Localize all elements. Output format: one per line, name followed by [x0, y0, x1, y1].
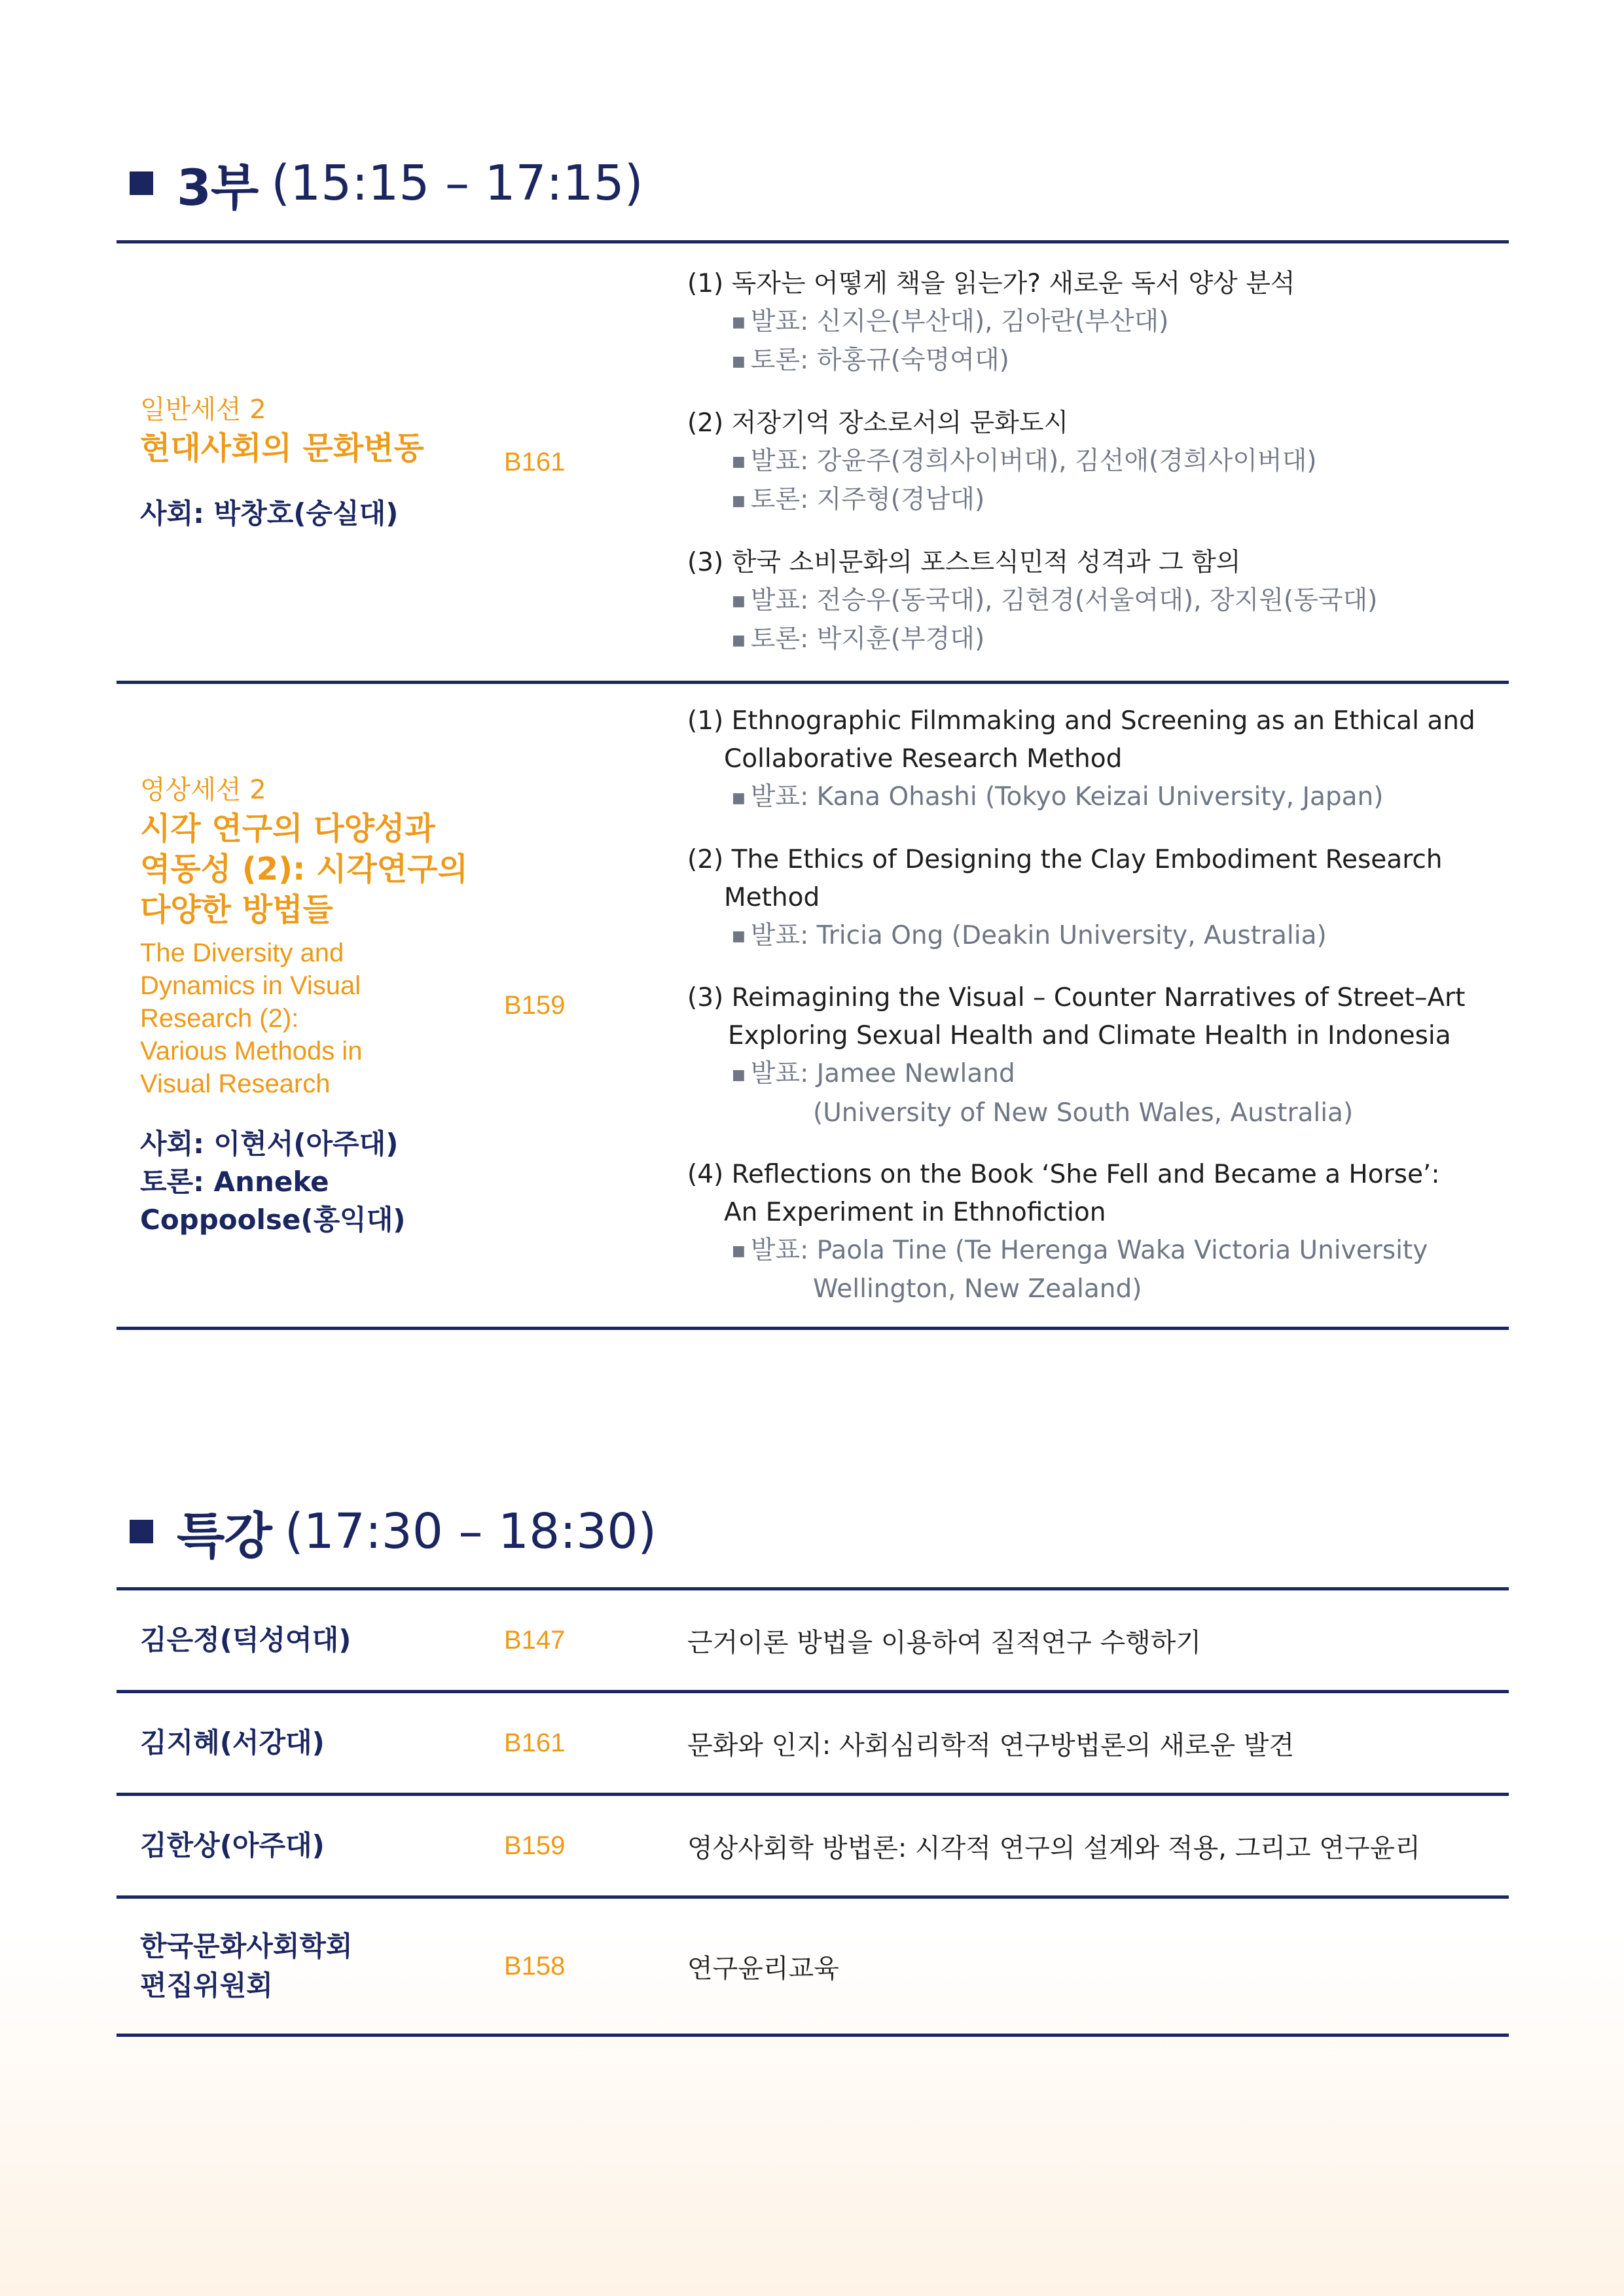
bullet-icon: ■ — [732, 593, 746, 609]
item-title-line: (1) Ethnographic Filmmaking and Screening as an Ethical and — [687, 706, 1475, 736]
item-title-line: Method — [724, 882, 820, 912]
table-row — [117, 1590, 1509, 1690]
lecturer-name: 김지혜(서강대) — [140, 1727, 325, 1759]
list-item — [687, 702, 1509, 817]
presenters-text: 발표: 전승우(동국대), 김현경(서울여대), 장지원(동국대) — [750, 585, 1378, 615]
session-info — [117, 772, 504, 1239]
bullet-icon: ■ — [732, 353, 746, 370]
item-title-line: (4) Reflections on the Book ‘She Fell and Became a Horse’: — [687, 1159, 1440, 1189]
session-title-en-line: Research (2): — [140, 1004, 299, 1033]
item-presenters — [687, 303, 1509, 342]
list-item — [687, 979, 1509, 1132]
item-title-line: Collaborative Research Method — [724, 744, 1123, 774]
session-title-line: 다양한 방법들 — [140, 891, 333, 928]
part3-heading — [117, 144, 1509, 223]
table-row — [117, 1899, 1509, 2034]
item-presenters — [687, 778, 1509, 817]
lecturer-name: 김한상(아주대) — [140, 1829, 325, 1861]
session-category: 일반세션 2 — [140, 395, 266, 425]
lecturer-name — [117, 1927, 504, 2005]
item-discussant — [687, 342, 1509, 381]
session-row-general-2 — [117, 243, 1509, 681]
lecture-topic: 문화와 인지: 사회심리학적 연구방법론의 새로운 발견 — [687, 1730, 1295, 1761]
item-discussant — [687, 481, 1509, 520]
lecture-time: (17:30 – 18:30) — [284, 1503, 657, 1560]
session-info — [117, 391, 504, 533]
session-title-en-line: The Diversity and — [140, 939, 344, 967]
table-row — [117, 1796, 1509, 1895]
part3-title: 3부 — [177, 158, 259, 217]
list-item — [687, 265, 1509, 381]
item-title: (3) 한국 소비문화의 포스트식민적 성격과 그 함의 — [687, 547, 1241, 577]
list-item — [687, 404, 1509, 520]
item-presenters — [687, 1232, 1509, 1309]
item-discussant — [687, 620, 1509, 660]
square-bullet-icon — [130, 171, 153, 195]
session-title-en-line: Dynamics in Visual — [140, 971, 361, 1000]
session-chair: 사회: 이현서(아주대) — [140, 1128, 399, 1160]
lecture-room: B158 — [504, 1951, 566, 1981]
presenters-text: (University of New South Wales, Australia) — [813, 1098, 1354, 1128]
presenters-text: 발표: Paola Tine (Te Herenga Waka Victoria University — [750, 1235, 1428, 1265]
presenters-text: 발표: Tricia Ong (Deakin University, Australia) — [750, 920, 1327, 950]
session-room: B159 — [504, 990, 566, 1020]
item-title-line: An Experiment in Ethnofiction — [724, 1197, 1106, 1227]
item-title — [687, 841, 1509, 917]
table-row — [117, 1693, 1509, 1793]
session-items — [687, 265, 1509, 660]
session-room: B161 — [504, 447, 566, 476]
presenters-text: 발표: Jamee Newland — [750, 1059, 1015, 1088]
lecture-room: B159 — [504, 1831, 566, 1860]
session-row-visual-2 — [117, 684, 1509, 1327]
square-bullet-icon — [130, 1520, 153, 1543]
bullet-icon: ■ — [732, 928, 746, 944]
session-chair: 사회: 박창호(숭실대) — [140, 497, 399, 529]
session-title-line: 역동성 (2): 시각연구의 — [140, 851, 468, 888]
part3-time: (15:15 – 17:15) — [271, 155, 643, 211]
part3-section — [117, 144, 1509, 1330]
lecture-heading — [117, 1492, 1509, 1571]
item-title-line: (3) Reimagining the Visual – Counter Narratives of Street–Art — [687, 983, 1466, 1013]
presenters-text: 발표: 강윤주(경희사이버대), 김선애(경희사이버대) — [750, 446, 1317, 476]
presenters-text: 발표: Kana Ohashi (Tokyo Keizai University, Japan) — [750, 782, 1384, 812]
list-item — [687, 544, 1509, 660]
discussant-text: 토론: 하홍규(숙명여대) — [750, 346, 1009, 375]
lecture-room: B161 — [504, 1728, 566, 1757]
bullet-icon: ■ — [732, 314, 746, 331]
bullet-icon: ■ — [732, 1066, 746, 1083]
list-item — [687, 1156, 1509, 1309]
lecture-section — [117, 1492, 1509, 2037]
item-title — [687, 1156, 1509, 1232]
item-title-line: (2) The Ethics of Designing the Clay Embodiment Research — [687, 844, 1443, 874]
session-items — [687, 702, 1509, 1308]
lecture-topic: 근거이론 방법을 이용하여 질적연구 수행하기 — [687, 1627, 1202, 1658]
bullet-icon: ■ — [732, 454, 746, 470]
bullet-icon: ■ — [732, 492, 746, 509]
divider — [117, 2034, 1509, 2037]
session-title-line: 시각 연구의 다양성과 — [140, 810, 435, 847]
discussant-text: 토론: 박지훈(부경대) — [750, 624, 985, 654]
item-presenters — [687, 442, 1509, 482]
list-item — [687, 841, 1509, 956]
lecturer-name: 김은정(덕성여대) — [140, 1624, 352, 1656]
presenters-text: Wellington, New Zealand) — [813, 1274, 1142, 1304]
session-title-en-line: Visual Research — [140, 1069, 331, 1098]
item-presenters — [687, 1055, 1509, 1132]
divider — [117, 1327, 1509, 1330]
discussant-text: 토론: 지주형(경남대) — [750, 485, 985, 514]
lecture-title: 특강 — [177, 1506, 272, 1565]
session-title-en-line: Various Methods in — [140, 1037, 363, 1066]
session-category: 영상세션 2 — [140, 775, 266, 805]
item-presenters — [687, 582, 1509, 621]
lecture-topic: 연구윤리교육 — [687, 1953, 839, 1984]
item-title: (2) 저장기억 장소로서의 문화도시 — [687, 408, 1069, 438]
session-discussant: Coppoolse(홍익대) — [140, 1204, 406, 1236]
item-title — [687, 702, 1509, 778]
presenters-text: 발표: 신지은(부산대), 김아란(부산대) — [750, 306, 1169, 336]
bullet-icon: ■ — [732, 1243, 746, 1259]
lecture-topic: 영상사회학 방법론: 시각적 연구의 설계와 적용, 그리고 연구윤리 — [687, 1833, 1420, 1863]
lecture-room: B147 — [504, 1625, 566, 1655]
session-discussant: 토론: Anneke — [140, 1166, 329, 1198]
lecturer-name-line: 편집위원회 — [140, 1969, 273, 2001]
bullet-icon: ■ — [732, 789, 746, 806]
item-title-line: Exploring Sexual Health and Climate Health in Indonesia — [728, 1021, 1451, 1050]
lecturer-name-line: 한국문화사회학회 — [140, 1930, 353, 1962]
bullet-icon: ■ — [732, 632, 746, 649]
session-title: 현대사회의 문화변동 — [140, 430, 425, 467]
item-presenters — [687, 917, 1509, 956]
item-title — [687, 979, 1509, 1055]
item-title: (1) 독자는 어떻게 책을 읽는가? 새로운 독서 양상 분석 — [687, 268, 1295, 298]
